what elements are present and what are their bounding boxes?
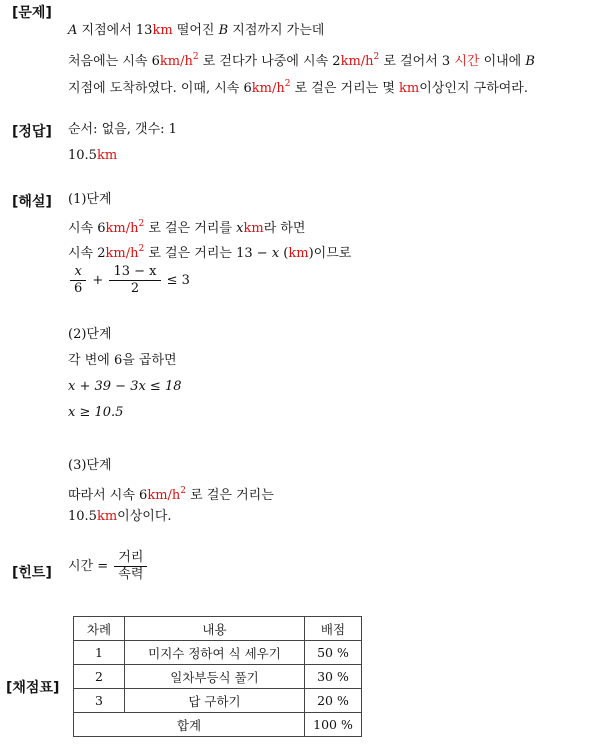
table-row — [74, 665, 362, 689]
header-order: 차례 — [74, 617, 125, 641]
table-total-row — [74, 713, 362, 737]
hint-label: [힌트] — [12, 565, 52, 581]
row-order: 3 — [74, 689, 125, 713]
row-score: 50 % — [305, 641, 362, 665]
table-row — [74, 689, 362, 713]
row-score: 20 % — [305, 689, 362, 713]
fraction-13-minus-x-over-2: $\frac{13 - x}{2}$ — [109, 264, 160, 297]
table-header-row — [74, 617, 362, 641]
solution-step-2: (2)단계 — [68, 327, 112, 342]
problem-line-3: 지점에 도착하였다. 이때, 시속 $6km/h^2$ 로 걸은 거리는 몇 km이상인지 구하여라. — [68, 79, 528, 96]
answer-label: [정답] — [12, 124, 52, 140]
hint-formula: 시간 = $\frac{\text{거리}}{\text{속력}}$ — [68, 550, 149, 583]
row-order: 2 — [74, 665, 125, 689]
header-score: 배점 — [305, 617, 362, 641]
problem-line-2: 처음에는 시속 $6km/h^2$ 로 걷다가 나중에 시속 $2km/h^2$ 로 걸어서 3 시간 이내에 B — [68, 52, 535, 69]
fraction-distance-over-speed: $\frac{\text{거리}}{\text{속력}}$ — [114, 550, 147, 583]
row-content: 답 구하기 — [125, 689, 305, 713]
solution-line-2a: 각 변에 6을 곱하면 — [68, 353, 177, 368]
grading-table — [73, 616, 362, 737]
row-content: 일차부등식 풀기 — [125, 665, 305, 689]
table-row — [74, 641, 362, 665]
solution-inequality: $\frac{x}{6}$ + $\frac{13 - x}{2}$ ≤ 3 — [68, 264, 190, 297]
grading-label: [채점표] — [6, 680, 60, 696]
solution-line-3a: 따라서 시속 $6km/h^2$ 로 걸은 거리는 — [68, 486, 274, 503]
answer-order-count: 순서: 없음, 갯수: 1 — [68, 122, 177, 137]
solution-label: [해설] — [12, 194, 52, 210]
solution-line-3b: 10.5km이상이다. — [68, 509, 172, 524]
row-order: 1 — [74, 641, 125, 665]
solution-line-1b: 시속 $2km/h^2$ 로 걸은 거리는 13 − x (km)이므로 — [68, 244, 352, 261]
header-content: 내용 — [125, 617, 305, 641]
problem-line-1: A 지점에서 13km 떨어진 B 지점까지 가는데 — [68, 23, 325, 38]
solution-step-1: (1)단계 — [68, 192, 112, 207]
solution-step-3: (3)단계 — [68, 458, 112, 473]
answer-value: 10.5km — [68, 148, 118, 163]
solution-line-2c: x ≥ 10.5 — [68, 405, 124, 420]
total-value: 100 % — [305, 713, 362, 737]
row-content: 미지수 정하여 식 세우기 — [125, 641, 305, 665]
solution-line-1a: 시속 $6km/h^2$ 로 걸은 거리를 xkm라 하면 — [68, 219, 306, 236]
fraction-x-over-6: $\frac{x}{6}$ — [70, 264, 86, 297]
problem-label: [문제] — [12, 5, 52, 21]
solution-line-2b: x + 39 − 3x ≤ 18 — [68, 379, 182, 394]
total-label: 합계 — [74, 713, 305, 737]
row-score: 30 % — [305, 665, 362, 689]
